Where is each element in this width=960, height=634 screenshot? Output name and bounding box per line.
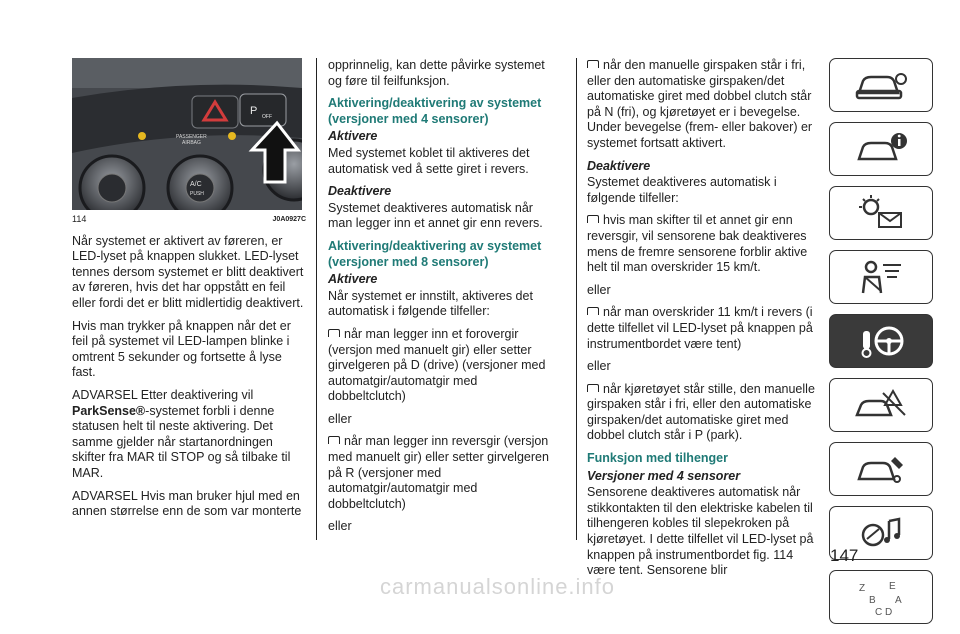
index-letter: C <box>875 607 883 617</box>
off-label: OFF <box>262 114 272 120</box>
paragraph: opprinnelig, kan dette påvirke systemet og føre til feilfunksjon. <box>328 58 545 88</box>
tab-safety[interactable] <box>829 250 933 304</box>
tab-lights-warnings[interactable] <box>829 186 933 240</box>
tab-instrument-panel[interactable] <box>829 122 933 176</box>
connector-text: eller <box>587 359 611 374</box>
dashboard-photo <box>72 58 302 210</box>
warning-lights-icon <box>851 193 911 233</box>
bullet-item <box>587 58 819 152</box>
subheading: Deaktivere <box>328 184 392 199</box>
bullet-icon <box>587 307 599 315</box>
paragraph: Når systemet er innstilt, aktiveres det automatisk i følgende tilfeller: <box>328 288 533 319</box>
multimedia-icon <box>851 513 911 553</box>
paragraph: Hvis man trykker på knappen når det er feil på systemet vil LED-lampen blinke i omtrent 5 sekunder og fortsette å lyse fast. <box>72 318 291 380</box>
section-heading: Aktivering/deaktivering av systemet (versjoner med 8 sensorer) <box>328 238 542 269</box>
section-heading: Funksjon med tilhenger <box>587 451 728 466</box>
connector-text: eller <box>328 519 352 534</box>
figure-caption <box>72 212 306 228</box>
index-letter: D <box>885 607 893 617</box>
subheading: Deaktivere <box>587 158 651 173</box>
tab-starting-driving[interactable] <box>829 314 933 368</box>
breakdown-icon <box>851 385 911 425</box>
airbag-label: AIRBAG <box>182 140 201 146</box>
paragraph: Med systemet koblet til aktiveres det automatisk ved å sette giret i revers. <box>328 145 530 176</box>
connector-text: eller <box>587 282 611 297</box>
tab-getting-to-know-car[interactable] <box>829 58 933 112</box>
text-column-3 <box>587 58 819 586</box>
bullet-icon <box>587 384 599 392</box>
bullet-item <box>587 305 819 352</box>
subheading: Versjoner med 4 sensorer <box>587 468 741 483</box>
subheading: Aktivere <box>328 272 378 287</box>
ac-label: A/C <box>190 181 202 188</box>
index-letter: A <box>895 595 902 606</box>
column-divider <box>576 58 577 540</box>
warning-text: ADVARSEL Etter deaktivering vil <box>72 387 254 402</box>
bullet-text: når kjøretøyet står stille, den manuelle girspaken står i fri, eller den automatiske girspaken/det automatiske giret med dobbel clutch står i P (park). <box>587 381 815 443</box>
park-label: P <box>250 105 258 117</box>
tab-emergency[interactable] <box>829 378 933 432</box>
bullet-item <box>587 213 819 275</box>
paragraph: Systemet deaktiveres automatisk i følgende tilfeller: <box>587 175 777 205</box>
bullet-icon <box>328 436 340 444</box>
warning-text: -systemet forbli i denne statusen helt til neste aktivering. Det samme gjelder når startanordningen skifter fra MAR til STOP og så tilbake til MAR. <box>72 403 291 480</box>
bullet-icon <box>587 215 599 223</box>
bullet-item <box>328 434 554 512</box>
column-divider <box>316 58 317 540</box>
text-column-1 <box>72 58 306 527</box>
car-search-icon <box>851 65 911 105</box>
key-steering-wheel-icon <box>851 321 911 361</box>
bullet-text: når man legger inn reversgir (versjon med manuelt gir) eller setter girvelgeren på R (versjoner med automatgir/automatgir med dobbeltclutch) <box>328 434 549 511</box>
tab-maintenance[interactable] <box>829 442 933 496</box>
dashboard-illustration <box>72 58 302 210</box>
index-letter: B <box>869 595 876 606</box>
car-wrench-icon <box>851 449 911 489</box>
passenger-label: PASSENGER <box>176 134 207 140</box>
index-letters-icon <box>851 577 911 617</box>
tab-index[interactable] <box>829 570 933 624</box>
warning-paragraph <box>72 388 306 482</box>
push-label: PUSH <box>190 191 204 197</box>
brand-name: ParkSense® <box>72 403 146 418</box>
index-letter: Z <box>859 583 866 594</box>
connector-text: eller <box>328 411 352 426</box>
bullet-icon <box>587 60 599 68</box>
index-letter: E <box>889 581 896 592</box>
section-heading: Aktivering/deaktivering av systemet (versjoner med 4 sensorer) <box>328 96 542 126</box>
bullet-text: hvis man skifter til et annet gir enn reversgir, vil sensorene bak deaktiveres mens de fremre sensorene forblir aktive helt til man overskrider 15 km/t. <box>587 213 808 275</box>
bullet-text: når man overskrider 11 km/t i revers (i dette tilfellet vil LED-lyset på knappen på instrumentbordet være tent) <box>587 305 813 351</box>
bullet-item <box>328 327 554 405</box>
seatbelt-icon <box>851 257 911 297</box>
subheading: Aktivere <box>328 129 378 144</box>
watermark: carmanualsonline.info <box>380 574 616 599</box>
page-number: 147 <box>830 546 859 565</box>
paragraph: Systemet deaktiveres automatisk når man legger inn et annet gir enn revers. <box>328 200 543 231</box>
bullet-text: når man legger inn et forovergir (versjon med manuelt gir) eller setter girvelgeren på D (drive) (versjoner med automatgir/automatgir med dobbeltclutch) <box>328 326 546 404</box>
bullet-item <box>587 382 819 444</box>
figure-code: J0A0927C <box>272 216 306 223</box>
paragraph: Sensorene deaktiveres automatisk når stikkontakten til den elektriske kabelen til tilhengeren kobles til slepekroken på kjøretøyet. I dette tilfellet vil LED-lyset på knappen på instrumentbordet fig. 114 være tent. Sensorene blir <box>587 485 814 578</box>
bullet-text: når den manuelle girspaken står i fri, eller den automatiske girspaken/det automatiske giret med dobbel clutch står på N (fri), og kjøretøyet er i bevegelse. Under bevegelse (frem- eller bakover) er systemet fortsatt aktivert. <box>587 58 813 150</box>
text-column-2 <box>328 58 554 542</box>
bullet-icon <box>328 329 340 337</box>
car-info-icon <box>851 129 911 169</box>
figure-number: 114 <box>72 214 87 224</box>
warning-paragraph: ADVARSEL Hvis man bruker hjul med en annen størrelse enn de som var monterte <box>72 488 302 519</box>
paragraph: Når systemet er aktivert av føreren, er LED-lyset på knappen slukket. LED-lyset tennes dersom systemet er blitt deaktivert av føreren, hvis det har oppstått en feil eller fordi det er blitt midlertidig deaktivert. <box>72 233 304 310</box>
